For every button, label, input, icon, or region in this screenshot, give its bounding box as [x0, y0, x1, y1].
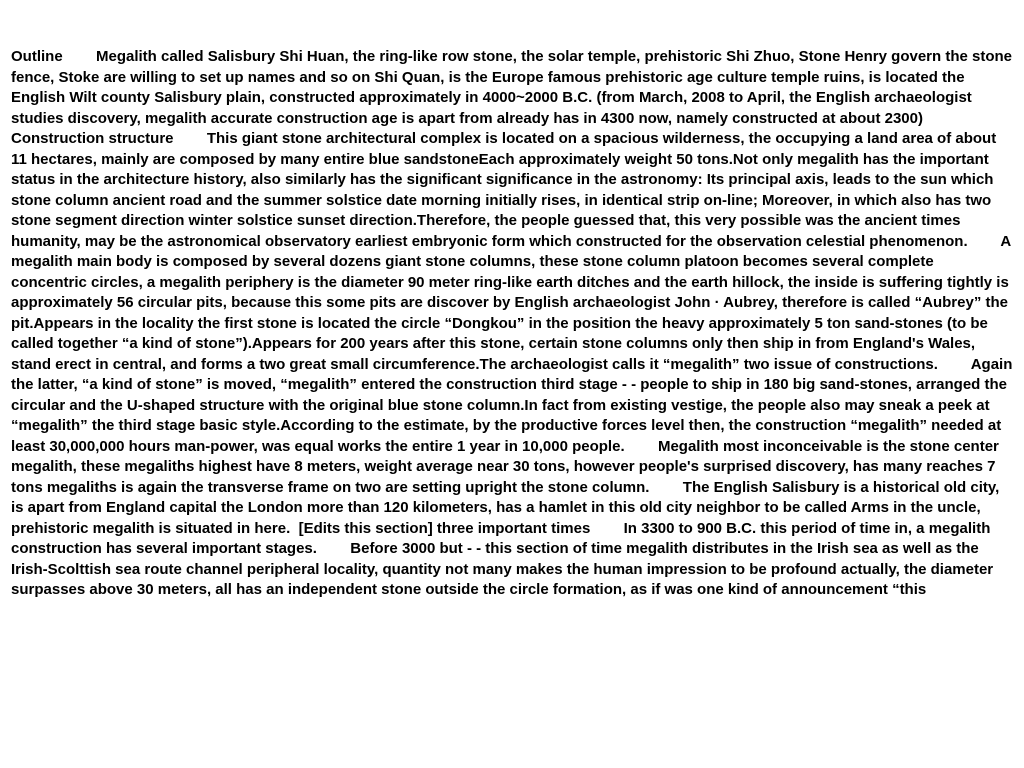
- document-page: [11, 47, 1017, 601]
- body-paragraph: Outline Megalith called Salisbury Shi Huan, the ring-like row stone, the solar temple, prehistoric Shi Zhuo, Stone Henry govern the stone fence, Stoke are willing to set up names and so on Shi Quan, is the Europe famous prehistoric age culture temple ruins, is located the English Wilt county Salisbury plain, constructed approximately in 4000~2000 B.C. (from March, 2008 to April, the English archaeologist studies discovery, megalith accurate construction age is apart from already has in 4300 now, namely constructed at about 2300) Construction structure This giant stone architectural complex is located on a spacious wilderness, the occupying a land area of about 11 hectares, mainly are composed by many entire blue sandstoneEach approximately weight 50 tons.Not only megalith has the important status in the architecture history, also similarly has the significant significance in the astronomy: Its principal axis, leads to the sun which stone column ancient road and the summer solstice date morning initially rises, in identical strip on-line; Moreover, in which also has two stone segment direction winter solstice sunset direction.Therefore, the people guessed that, this very possible was the ancient times humanity, may be the astronomical observatory earliest embryonic form which constructed for the observation celestial phenomenon. A megalith main body is composed by several dozens giant stone columns, these stone column platoon becomes several complete concentric circles, a megalith periphery is the diameter 90 meter ring-like earth ditches and the earth hillock, the inside is suffering tightly is approximately 56 circular pits, because this some pits are discover by English archaeologist John · Aubrey, therefore is called “Aubrey” the pit.Appears in the locality the first stone is located the circle “Dongkou” in the position the heavy approximately 5 ton sand-stones (to be called together “a kind of stone”).Appears for 200 years after this stone, certain stone columns only then ship in from England's Wales, stand erect in central, and forms a two great small circumference.The archaeologist calls it “megalith” two issue of constructions. Again the latter, “a kind of stone” is moved, “megalith” entered the construction third stage - - people to ship in 180 big sand-stones, arranged the circular and the U-shaped structure with the original blue stone column.In fact from existing vestige, the people also may sneak a peek at “megalith” the third stage basic style.According to the estimate, by the productive forces level then, the construction “megalith” needed at least 30,000,000 hours man-power, was equal works the entire 1 year in 10,000 people. Megalith most inconceivable is the stone center megalith, these megaliths highest have 8 meters, weight average near 30 tons, however people's surprised discovery, has many reaches 7 tons megaliths is again the transverse frame on two are setting upright the stone column. The English Salisbury is a historical old city, is apart from England capital the London more than 120 kilometers, has a hamlet in this old city neighbor to be called Arms in the uncle, prehistoric megalith is situated in here. [Edits this section] three important times In 3300 to 900 B.C. this period of time in, a megalith construction has several important stages. Before 3000 but - - this section of time megalith distributes in the Irish sea as well as the Irish-Scolttish sea route channel peripheral locality, quantity not many makes the human impression to be profound actually, the diameter surpasses above 30 meters, all has an independent stone outside the circle formation, as if was one kind of announcement “this: [11, 48, 1017, 598]
